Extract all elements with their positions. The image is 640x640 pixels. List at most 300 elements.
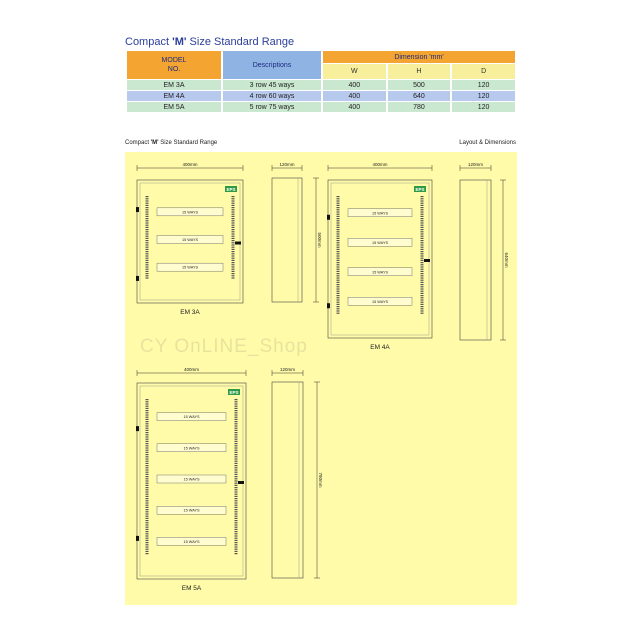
busbar-segment (421, 264, 424, 265)
busbar-segment (337, 286, 340, 287)
busbar-segment (232, 225, 235, 226)
busbar-segment (146, 244, 149, 245)
busbar-segment (146, 527, 149, 528)
busbar-segment (146, 549, 149, 550)
busbar-segment (146, 264, 149, 265)
busbar-segment (235, 544, 238, 545)
busbar-segment (421, 200, 424, 201)
busbar-segment (232, 244, 235, 245)
busbar-segment (337, 240, 340, 241)
busbar-segment (337, 231, 340, 232)
hinge (136, 276, 139, 281)
busbar-segment (232, 240, 235, 241)
busbar-segment (235, 467, 238, 468)
busbar-segment (146, 474, 149, 475)
busbar-segment (337, 233, 340, 234)
way-row-label: 15 WAYS (181, 265, 199, 270)
busbar-segment (232, 231, 235, 232)
busbar-segment (146, 524, 149, 525)
busbar-segment (232, 266, 235, 267)
busbar-segment (146, 412, 149, 413)
dimension-label: 400mm (182, 162, 198, 167)
busbar-segment (337, 282, 340, 283)
busbar-segment (146, 483, 149, 484)
busbar-segment (421, 231, 424, 232)
busbar-segment (146, 469, 149, 470)
busbar-segment (146, 456, 149, 457)
busbar-segment (421, 260, 424, 261)
busbar-segment (235, 412, 238, 413)
way-row-label: 15 WAYS (371, 211, 389, 216)
busbar-segment (421, 227, 424, 228)
busbar-segment (146, 253, 149, 254)
busbar-segment (232, 260, 235, 261)
busbar-segment (421, 310, 424, 311)
busbar-segment (146, 247, 149, 248)
latch (238, 481, 244, 484)
busbar-segment (235, 520, 238, 521)
busbar-segment (337, 280, 340, 281)
busbar-segment (232, 238, 235, 239)
busbar-segment (337, 297, 340, 298)
busbar-segment (146, 529, 149, 530)
busbar-segment (421, 238, 424, 239)
busbar-segment (235, 551, 238, 552)
busbar-segment (421, 297, 424, 298)
busbar-segment (146, 535, 149, 536)
busbar-segment (146, 423, 149, 424)
busbar-segment (235, 436, 238, 437)
busbar-segment (146, 496, 149, 497)
busbar-segment (146, 509, 149, 510)
busbar-segment (235, 553, 238, 554)
busbar-segment (421, 222, 424, 223)
busbar-segment (146, 476, 149, 477)
busbar-segment (235, 507, 238, 508)
busbar-segment (235, 522, 238, 523)
busbar-segment (421, 207, 424, 208)
busbar-segment (146, 432, 149, 433)
busbar-segment (232, 200, 235, 201)
busbar-segment (146, 489, 149, 490)
busbar-segment (421, 308, 424, 309)
busbar-segment (146, 233, 149, 234)
busbar-segment (337, 242, 340, 243)
busbar-segment (146, 242, 149, 243)
busbar-segment (232, 220, 235, 221)
busbar-segment (421, 249, 424, 250)
busbar-segment (337, 207, 340, 208)
busbar-segment (421, 304, 424, 305)
header-w: W (323, 64, 386, 79)
busbar-segment (146, 403, 149, 404)
busbar-segment (146, 410, 149, 411)
busbar-segment (421, 216, 424, 217)
busbar-segment (146, 269, 149, 270)
latch (235, 242, 241, 245)
dimension-label: 500mm (317, 232, 322, 248)
busbar-segment (146, 408, 149, 409)
busbar-segment (337, 260, 340, 261)
busbar-segment (146, 441, 149, 442)
busbar-segment (337, 247, 340, 248)
busbar-segment (337, 253, 340, 254)
busbar-segment (337, 229, 340, 230)
busbar-segment (235, 518, 238, 519)
busbar-segment (235, 516, 238, 517)
busbar-segment (146, 417, 149, 418)
busbar-segment (146, 513, 149, 514)
busbar-segment (235, 456, 238, 457)
busbar-segment (421, 262, 424, 263)
busbar-segment (232, 271, 235, 272)
busbar-segment (235, 535, 238, 536)
busbar-segment (235, 458, 238, 459)
busbar-segment (146, 229, 149, 230)
cell-w: 400 (348, 103, 361, 111)
busbar-segment (146, 505, 149, 506)
busbar-segment (146, 538, 149, 539)
hinge (136, 207, 139, 212)
busbar-segment (337, 308, 340, 309)
enclosure-side (272, 178, 302, 302)
busbar-segment (146, 472, 149, 473)
busbar-segment (146, 222, 149, 223)
busbar-segment (235, 469, 238, 470)
busbar-segment (421, 277, 424, 278)
busbar-segment (232, 249, 235, 250)
busbar-segment (146, 494, 149, 495)
busbar-segment (235, 401, 238, 402)
busbar-segment (232, 262, 235, 263)
busbar-segment (337, 203, 340, 204)
busbar-segment (235, 487, 238, 488)
busbar-segment (235, 474, 238, 475)
busbar-segment (421, 266, 424, 267)
busbar-segment (421, 280, 424, 281)
busbar-segment (421, 211, 424, 212)
way-row-label: 15 WAYS (181, 210, 199, 215)
busbar-segment (232, 227, 235, 228)
busbar-segment (146, 434, 149, 435)
busbar-segment (421, 236, 424, 237)
busbar-segment (235, 445, 238, 446)
busbar-segment (232, 233, 235, 234)
busbar-segment (232, 222, 235, 223)
busbar-segment (146, 425, 149, 426)
hinge (327, 215, 330, 220)
busbar-segment (146, 443, 149, 444)
busbar-segment (146, 498, 149, 499)
busbar-segment (146, 467, 149, 468)
cell-description: 4 row 60 ways (249, 92, 295, 100)
busbar-segment (146, 240, 149, 241)
cell-w: 400 (348, 92, 361, 100)
cell-model: EM 4A (163, 92, 185, 100)
busbar-segment (232, 269, 235, 270)
busbar-segment (232, 207, 235, 208)
busbar-segment (146, 196, 149, 197)
busbar-segment (232, 209, 235, 210)
busbar-segment (146, 540, 149, 541)
busbar-segment (421, 251, 424, 252)
busbar-segment (235, 494, 238, 495)
busbar-segment (337, 310, 340, 311)
busbar-segment (235, 478, 238, 479)
way-row-label: 15 WAYS (183, 415, 200, 420)
busbar-segment (146, 238, 149, 239)
busbar-segment (421, 244, 424, 245)
busbar-segment (421, 205, 424, 206)
busbar-segment (337, 299, 340, 300)
busbar-segment (421, 282, 424, 283)
busbar-segment (337, 304, 340, 305)
busbar-segment (146, 275, 149, 276)
busbar-segment (235, 441, 238, 442)
busbar-segment (146, 447, 149, 448)
busbar-segment (337, 205, 340, 206)
title-prefix: Compact (125, 36, 173, 48)
busbar-segment (146, 273, 149, 274)
busbar-segment (232, 229, 235, 230)
cell-description: 3 row 45 ways (249, 81, 295, 89)
busbar-segment (337, 220, 340, 221)
busbar-segment (146, 419, 149, 420)
busbar-segment (235, 540, 238, 541)
busbar-segment (232, 247, 235, 248)
cell-model: EM 5A (163, 103, 185, 111)
busbar-segment (421, 240, 424, 241)
busbar-segment (421, 247, 424, 248)
busbar-segment (235, 423, 238, 424)
busbar-segment (146, 207, 149, 208)
dimension-label: 120mm (279, 367, 296, 372)
busbar-segment (146, 251, 149, 252)
busbar-segment (235, 430, 238, 431)
busbar-segment (232, 198, 235, 199)
busbar-segment (235, 491, 238, 492)
busbar-segment (337, 211, 340, 212)
header-h: H (388, 64, 451, 79)
busbar-segment (235, 500, 238, 501)
enclosure-side (272, 382, 303, 578)
busbar-segment (146, 480, 149, 481)
busbar-segment (421, 291, 424, 292)
busbar-segment (146, 255, 149, 256)
busbar-segment (146, 454, 149, 455)
enclosure-front (328, 180, 432, 338)
busbar-segment (146, 551, 149, 552)
busbar-segment (146, 516, 149, 517)
busbar-segment (146, 531, 149, 532)
busbar-segment (337, 196, 340, 197)
drawing-caption-left: Compact 'M' Size Standard Range (125, 140, 218, 146)
busbar-segment (337, 255, 340, 256)
busbar-segment (421, 220, 424, 221)
busbar-segment (337, 275, 340, 276)
way-row-label: 15 WAYS (371, 240, 389, 245)
busbar-segment (235, 529, 238, 530)
busbar-segment (235, 527, 238, 528)
busbar-segment (146, 542, 149, 543)
busbar-segment (146, 485, 149, 486)
busbar-segment (421, 269, 424, 270)
busbar-segment (337, 200, 340, 201)
busbar-segment (337, 266, 340, 267)
busbar-segment (421, 225, 424, 226)
busbar-segment (235, 406, 238, 407)
dimension-label: 400mm (372, 162, 388, 167)
cell-h: 780 (413, 103, 425, 111)
busbar-segment (146, 211, 149, 212)
busbar-segment (146, 258, 149, 259)
busbar-segment (235, 461, 238, 462)
busbar-segment (337, 302, 340, 303)
busbar-segment (146, 502, 149, 503)
busbar-segment (421, 273, 424, 274)
cell-h: 640 (413, 92, 425, 100)
busbar-segment (232, 251, 235, 252)
eps-logo-text: EPS (229, 390, 239, 395)
busbar-segment (146, 200, 149, 201)
busbar-segment (337, 277, 340, 278)
busbar-segment (235, 403, 238, 404)
busbar-segment (235, 399, 238, 400)
header-model-line1: MODEL (161, 57, 187, 64)
busbar-segment (232, 214, 235, 215)
busbar-segment (146, 511, 149, 512)
busbar-segment (337, 218, 340, 219)
busbar-segment (235, 498, 238, 499)
busbar-segment (421, 293, 424, 294)
busbar-segment (235, 428, 238, 429)
way-row-label: 15 WAYS (371, 270, 389, 275)
busbar-segment (235, 524, 238, 525)
busbar-segment (235, 531, 238, 532)
busbar-segment (421, 214, 424, 215)
busbar-segment (337, 313, 340, 314)
way-row-label: 15 WAYS (371, 299, 389, 304)
busbar-segment (146, 214, 149, 215)
busbar-segment (146, 500, 149, 501)
busbar-segment (337, 244, 340, 245)
busbar-segment (337, 288, 340, 289)
busbar-segment (146, 553, 149, 554)
busbar-segment (146, 401, 149, 402)
busbar-segment (337, 251, 340, 252)
busbar-segment (146, 218, 149, 219)
busbar-segment (146, 231, 149, 232)
cell-d: 120 (477, 103, 490, 111)
busbar-segment (232, 255, 235, 256)
eps-logo-text: EPS (415, 187, 425, 192)
way-row-label: 15 WAYS (183, 446, 200, 451)
busbar-segment (146, 277, 149, 278)
busbar-segment (337, 216, 340, 217)
busbar-segment (421, 218, 424, 219)
way-row-label: 15 WAYS (183, 539, 200, 544)
drawing-caption-right: Layout & Dimensions (459, 140, 516, 146)
busbar-segment (421, 233, 424, 234)
cell-h: 500 (413, 81, 425, 89)
busbar-segment (235, 511, 238, 512)
busbar-segment (337, 291, 340, 292)
busbar-segment (235, 425, 238, 426)
busbar-segment (146, 458, 149, 459)
busbar-segment (337, 238, 340, 239)
busbar-segment (232, 253, 235, 254)
busbar-segment (337, 284, 340, 285)
cell-d: 120 (477, 92, 490, 100)
busbar-segment (235, 546, 238, 547)
busbar-segment (421, 258, 424, 259)
busbar-segment (146, 465, 149, 466)
busbar-segment (337, 236, 340, 237)
busbar-segment (146, 260, 149, 261)
busbar-segment (146, 266, 149, 267)
busbar-segment (235, 463, 238, 464)
busbar-segment (235, 454, 238, 455)
busbar-segment (337, 293, 340, 294)
cell-description: 5 row 75 ways (249, 103, 295, 111)
hinge (136, 426, 139, 431)
busbar-segment (146, 487, 149, 488)
dimension-label: 640mm (504, 252, 509, 268)
busbar-segment (146, 428, 149, 429)
header-model-line2: NO. (167, 66, 181, 73)
busbar-segment (146, 399, 149, 400)
watermark: CY OnLINE_Shop (140, 336, 308, 357)
cell-d: 120 (477, 81, 490, 89)
busbar-segment (146, 518, 149, 519)
busbar-segment (421, 203, 424, 204)
busbar-segment (146, 520, 149, 521)
busbar-segment (421, 253, 424, 254)
unit-name: EM 3A (180, 309, 200, 316)
busbar-segment (235, 496, 238, 497)
busbar-segment (235, 434, 238, 435)
way-row-label: 15 WAYS (183, 508, 200, 513)
busbar-segment (235, 450, 238, 451)
dimension-label: 400mm (183, 367, 200, 372)
busbar-segment (235, 542, 238, 543)
eps-logo-text: EPS (226, 187, 236, 192)
busbar-segment (235, 483, 238, 484)
busbar-segment (235, 417, 238, 418)
busbar-segment (232, 277, 235, 278)
busbar-segment (146, 262, 149, 263)
busbar-segment (337, 262, 340, 263)
busbar-segment (235, 410, 238, 411)
busbar-segment (146, 421, 149, 422)
busbar-segment (235, 419, 238, 420)
busbar-segment (235, 414, 238, 415)
title-bold: 'M' (172, 36, 187, 48)
busbar-segment (235, 533, 238, 534)
busbar-segment (235, 485, 238, 486)
busbar-segment (421, 255, 424, 256)
busbar-segment (235, 513, 238, 514)
busbar-segment (337, 269, 340, 270)
busbar-segment (421, 284, 424, 285)
busbar-segment (235, 432, 238, 433)
busbar-segment (421, 271, 424, 272)
unit-name: EM 5A (181, 585, 202, 592)
busbar-segment (146, 406, 149, 407)
busbar-segment (146, 430, 149, 431)
busbar-segment (146, 225, 149, 226)
busbar-segment (235, 538, 238, 539)
